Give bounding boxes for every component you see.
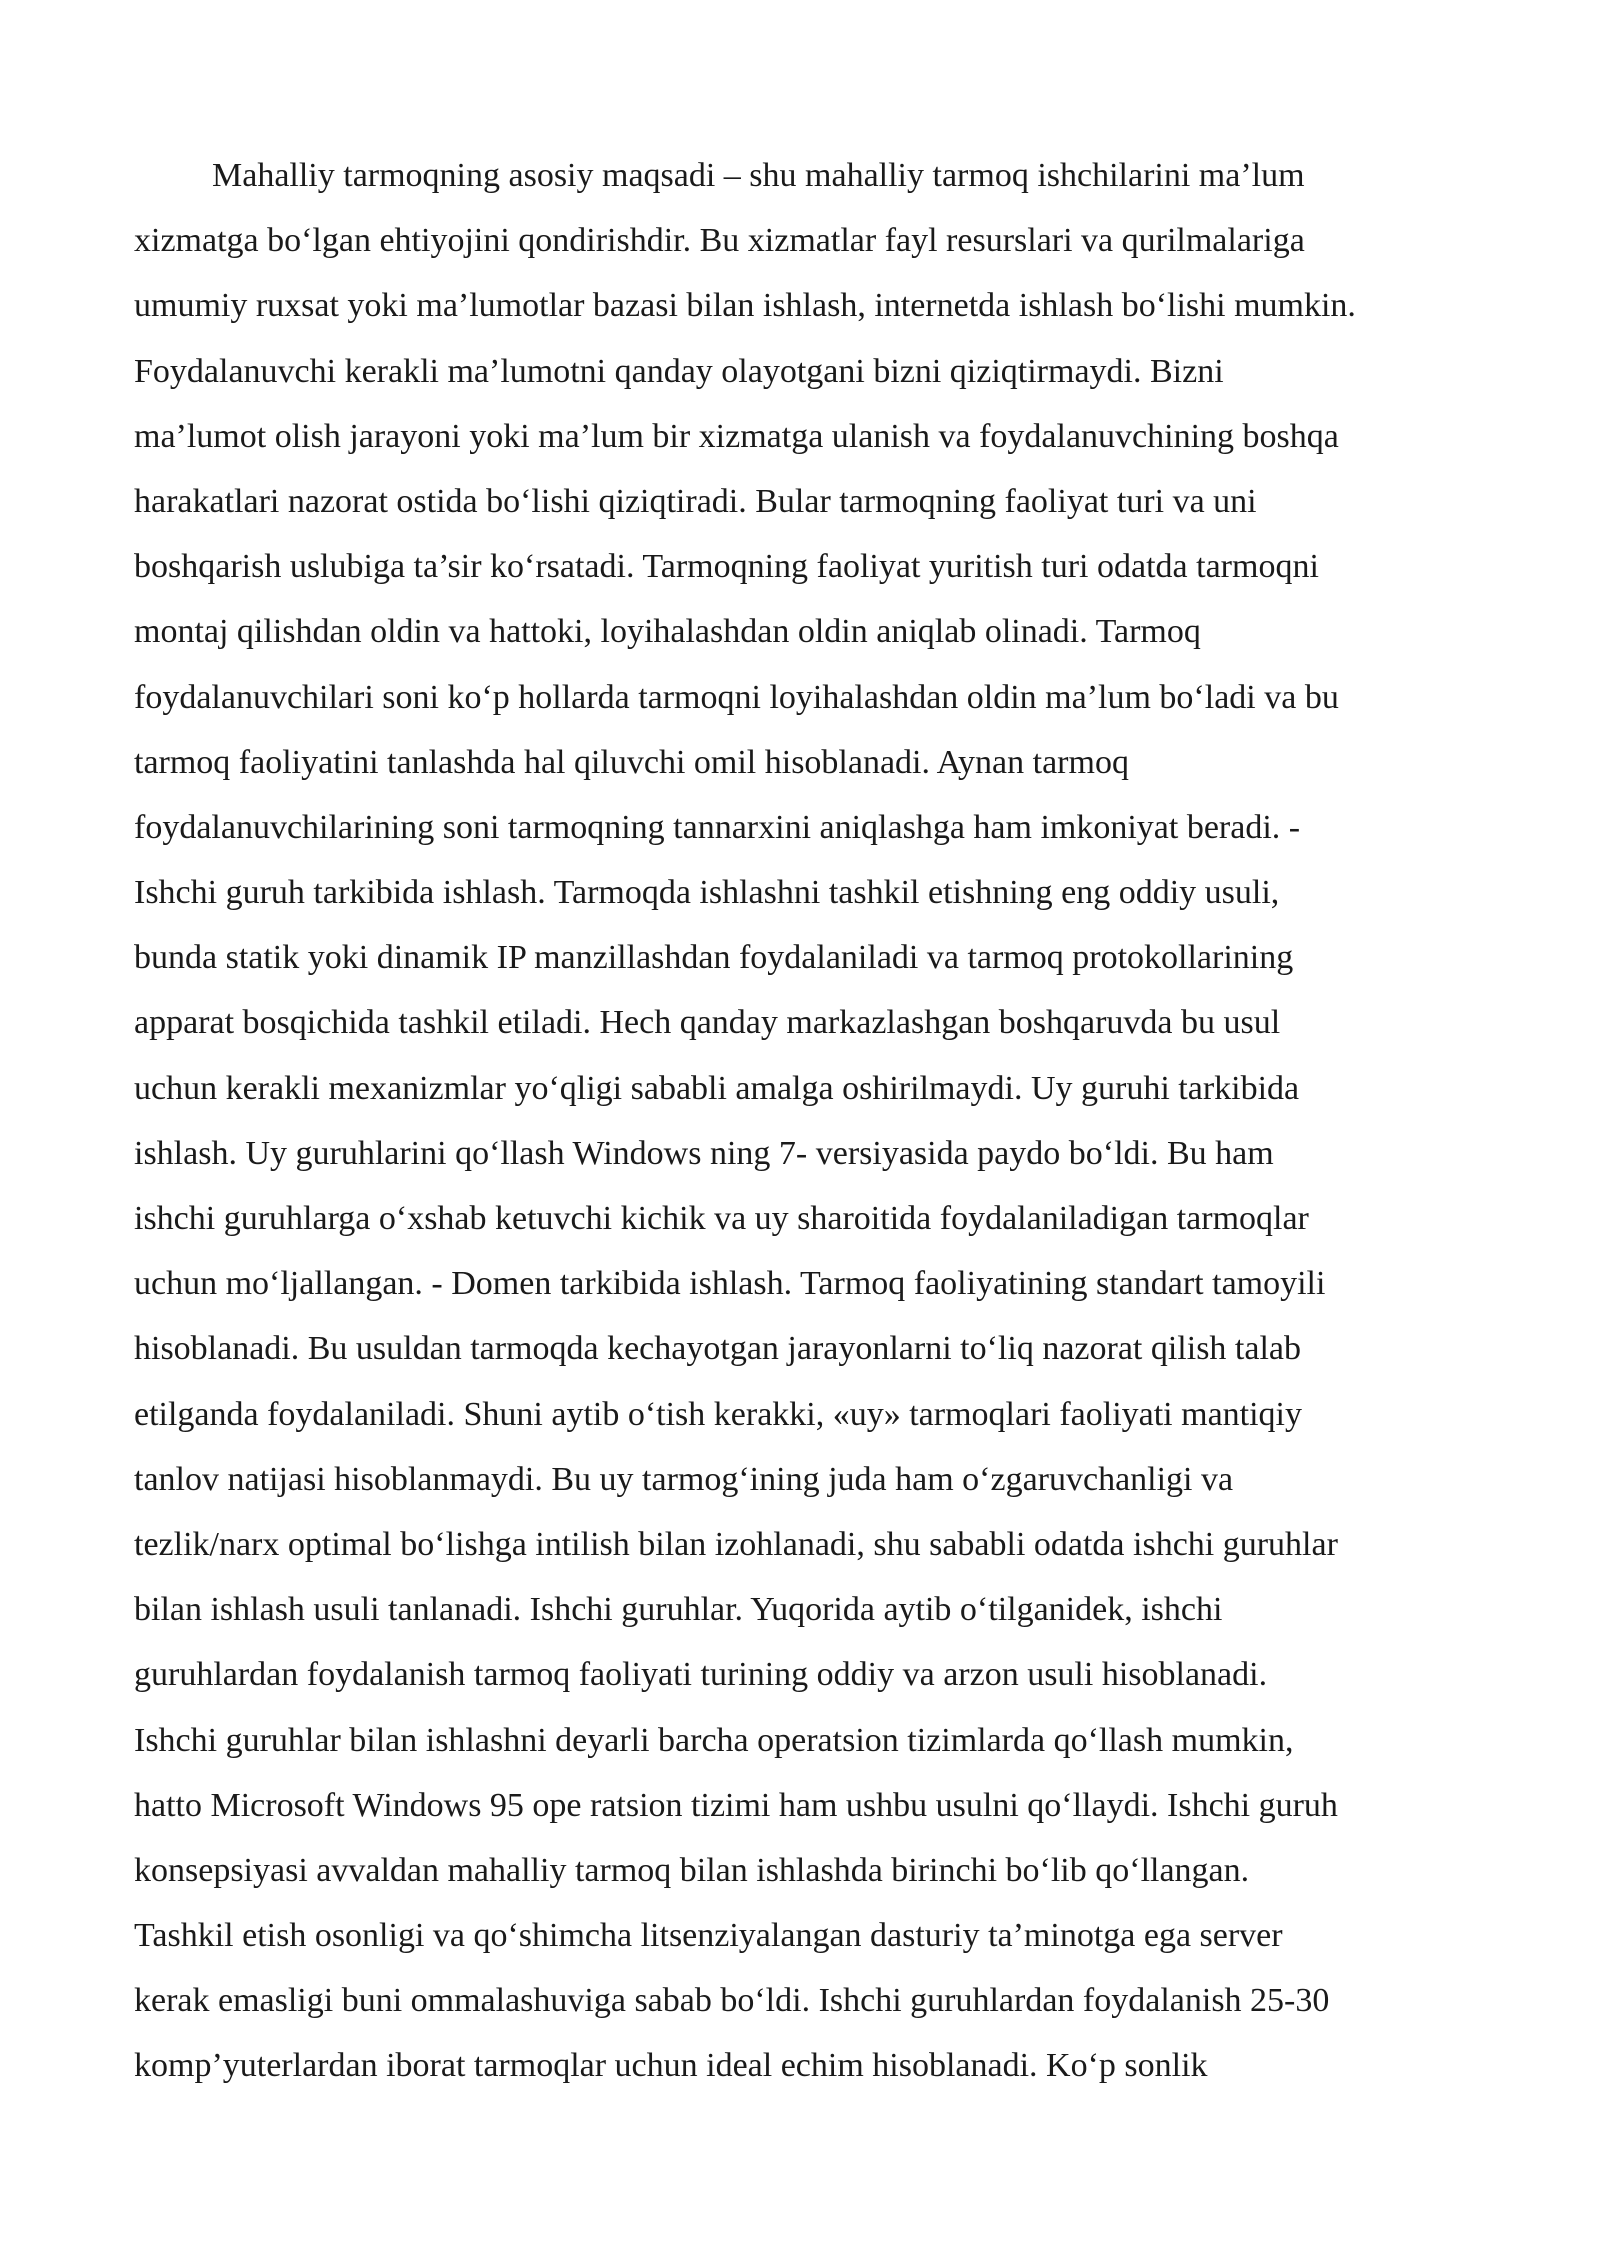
paragraph-line: hisoblanadi. Bu usuldan tarmoqda kechayotgan jarayonlarni to‘liq nazorat qilish talab xyxy=(134,1330,1302,1368)
paragraph-line: montaj qilishdan oldin va hattoki, loyihalashdan oldin aniqlab olinadi. Tarmoq xyxy=(134,613,1201,651)
paragraph-line: foydalanuvchilarining soni tarmoqning tannarxini aniqlashga ham imkoniyat beradi. - xyxy=(134,808,1301,846)
paragraph-line: guruhlardan foydalanish tarmoq faoliyati turining oddiy va arzon usuli hisoblanadi. xyxy=(134,1656,1268,1694)
paragraph-line: tarmoq faoliyatini tanlashda hal qiluvchi omil hisoblanadi. Aynan tarmoq xyxy=(134,743,1129,781)
paragraph-line: apparat bosqichida tashkil etiladi. Hech qanday markazlashgan boshqaruvda bu usul xyxy=(134,1004,1281,1042)
paragraph-line: Ishchi guruh tarkibida ishlash. Tarmoqda ishlashni tashkil etishning eng oddiy usuli, xyxy=(134,874,1280,912)
paragraph-line: foydalanuvchilari soni ko‘p hollarda tarmoqni loyihalashdan oldin ma’lum bo‘ladi va bu xyxy=(134,678,1339,716)
paragraph-line: xizmatga bo‘lgan ehtiyojini qondirishdir. Bu xizmatlar fayl resurslari va qurilmalariga xyxy=(134,222,1305,260)
paragraph-line: komp’yuterlardan iborat tarmoqlar uchun ideal echim hisoblanadi. Ko‘p sonlik xyxy=(134,2047,1208,2085)
paragraph-line: hatto Microsoft Windows 95 ope ratsion tizimi ham ushbu usulni qo‘llaydi. Ishchi guruh xyxy=(134,1786,1338,1824)
paragraph-line: Mahalliy tarmoqning asosiy maqsadi – shu mahalliy tarmoq ishchilarini ma’lum xyxy=(212,157,1305,194)
paragraph-line: ma’lumot olish jarayoni yoki ma’lum bir xizmatga ulanish va foydalanuvchining boshqa xyxy=(134,417,1339,455)
paragraph-line: ishchi guruhlarga o‘xshab ketuvchi kichik va uy sharoitida foydalaniladigan tarmoqlar xyxy=(134,1200,1309,1237)
paragraph-line: harakatlari nazorat ostida bo‘lishi qiziqtiradi. Bular tarmoqning faoliyat turi va uni xyxy=(134,482,1257,520)
paragraph-line: uchun mo‘ljallangan. - Domen tarkibida ishlash. Tarmoq faoliyatining standart tamoyili xyxy=(134,1265,1326,1303)
paragraph-line: tanlov natijasi hisoblanmaydi. Bu uy tarmog‘ining juda ham o‘zgaruvchanligi va xyxy=(134,1460,1234,1498)
paragraph-line: tezlik/narx optimal bo‘lishga intilish bilan izohlanadi, shu sababli odatda ishchi guruhlar xyxy=(134,1525,1338,1563)
paragraph-line: uchun kerakli mexanizmlar yo‘qligi sababli amalga oshirilmaydi. Uy guruhi tarkibida xyxy=(134,1069,1300,1107)
paragraph-line: bunda statik yoki dinamik IP manzillashdan foydalaniladi va tarmoq protokollarining xyxy=(134,939,1294,977)
paragraph-line: Ishchi guruhlar bilan ishlashni deyarli barcha operatsion tizimlarda qo‘llash mumkin, xyxy=(134,1721,1294,1759)
paragraph-line: etilganda foydalaniladi. Shuni aytib o‘tish kerakki, «uy» tarmoqlari faoliyati mantiqiy xyxy=(134,1395,1303,1433)
paragraph-line: umumiy ruxsat yoki ma’lumotlar bazasi bilan ishlash, internetda ishlash bo‘lishi mumkin. xyxy=(134,287,1356,325)
paragraph-line: bilan ishlash usuli tanlanadi. Ishchi guruhlar. Yuqorida aytib o‘tilganidek, ishchi xyxy=(134,1591,1223,1629)
paragraph-line: konsepsiyasi avvaldan mahalliy tarmoq bilan ishlashda birinchi bo‘lib qo‘llangan. xyxy=(134,1851,1250,1889)
paragraph-line: Foydalanuvchi kerakli ma’lumotni qanday olayotgani bizni qiziqtirmaydi. Bizni xyxy=(134,352,1224,390)
body-paragraph xyxy=(134,150,1474,2106)
paragraph-line: boshqarish uslubiga ta’sir ko‘rsatadi. Tarmoqning faoliyat yuritish turi odatda tarmoqni xyxy=(134,548,1319,586)
paragraph-line: ishlash. Uy guruhlarini qo‘llash Windows ning 7- versiyasida paydo bo‘ldi. Bu ham xyxy=(134,1134,1274,1172)
paragraph-line: Tashkil etish osonligi va qo‘shimcha litsenziyalangan dasturiy ta’minotga ega server xyxy=(134,1917,1283,1955)
paragraph-line: kerak emasligi buni ommalashuviga sabab bo‘ldi. Ishchi guruhlardan foydalanish 25-30 xyxy=(134,1982,1330,2020)
